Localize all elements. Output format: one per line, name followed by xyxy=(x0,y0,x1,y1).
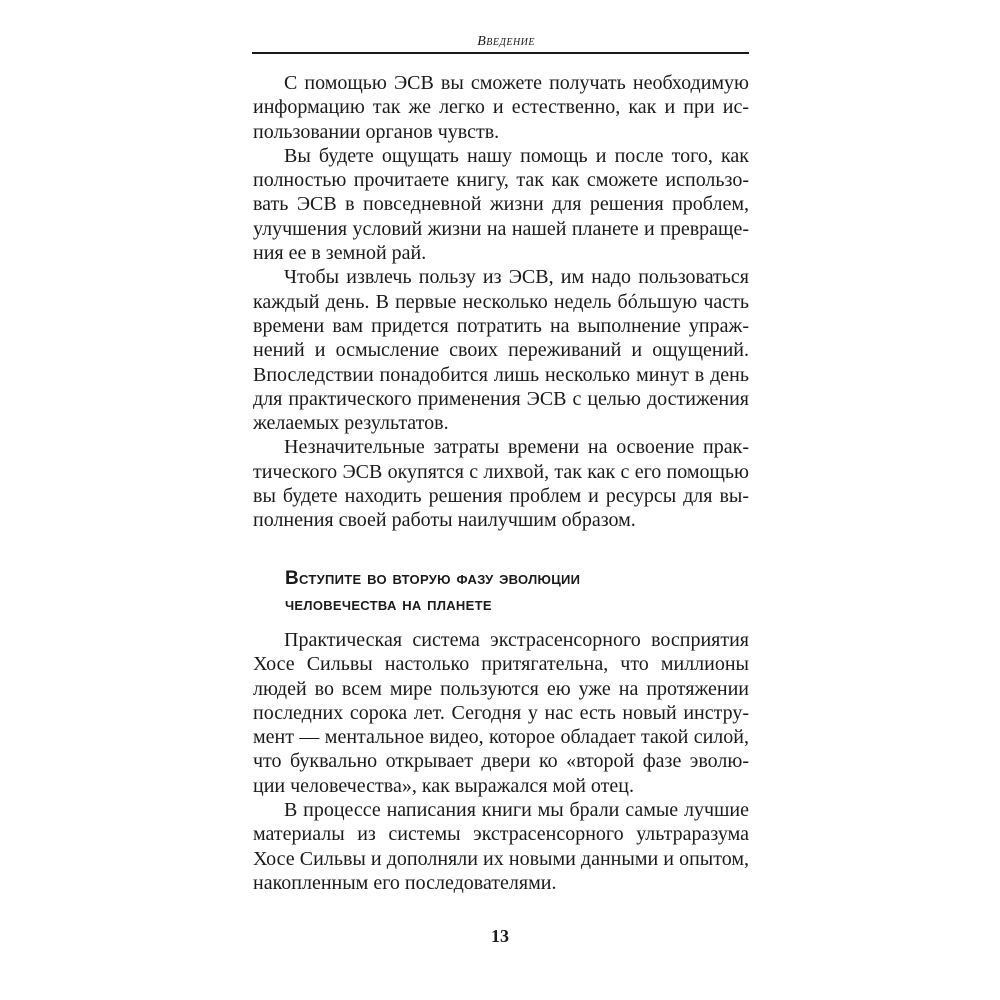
section-heading xyxy=(285,566,725,618)
paragraph: Чтобы извлечь пользу из ЭСВ, им надо пользоваться каждый день. В первые несколько недель бóльшую часть времени вам придется потратить на выполнение упражнений и осмысление своих переживаний и ощущений. Впоследствии понадобится лишь несколько минут в день для практического применения ЭСВ с целью достижения желаемых результатов. xyxy=(253,266,749,435)
page-number: 13 xyxy=(491,926,509,946)
section-heading-line-1: Вступите во вторую фазу эволюции xyxy=(285,568,581,589)
section-heading-line-2: человечества на планете xyxy=(285,594,492,615)
header-rule xyxy=(252,52,749,54)
paragraph: Вы будете ощущать нашу помощь и после того, как полностью прочитаете книгу, так как сможете использовать ЭСВ в повседневной жизни для решения проблем, улучшения условий жизни на нашей планете и превращения ее в земной рай. xyxy=(253,144,749,265)
section-1-text xyxy=(253,71,749,533)
running-head xyxy=(252,34,748,52)
paragraph: Практическая система экстрасенсорного восприятия Хосе Сильвы настолько притягательна, что миллионы людей во всем мире пользуются ею уже на протяжении последних сорока лет. Сегодня у нас есть новый инструмент — ментальное видео, которое обладает такой силой, что буквально открывает двери ко «второй фазе эволюции человечества», как выражался мой отец. xyxy=(253,629,749,797)
paragraph: Незначительные затраты времени на освоение практического ЭСВ окупятся с лихвой, так как с его помощью вы будете находить решения проблем и ресурсы для выполнения своей работы наилучшим образом. xyxy=(253,436,749,532)
section-2-text xyxy=(253,628,749,895)
paragraph: В процессе написания книги мы брали самые лучшие материалы из системы экстрасенсорного ультраразума Хосе Сильвы и дополняли их новыми данными и опытом, накопленным его последователями. xyxy=(253,799,749,894)
paragraph: С помощью ЭСВ вы сможете получать необходимую информацию так же легко и естественно, как и при использовании органов чувств. xyxy=(253,72,749,143)
running-head-title: Введение xyxy=(477,34,535,49)
